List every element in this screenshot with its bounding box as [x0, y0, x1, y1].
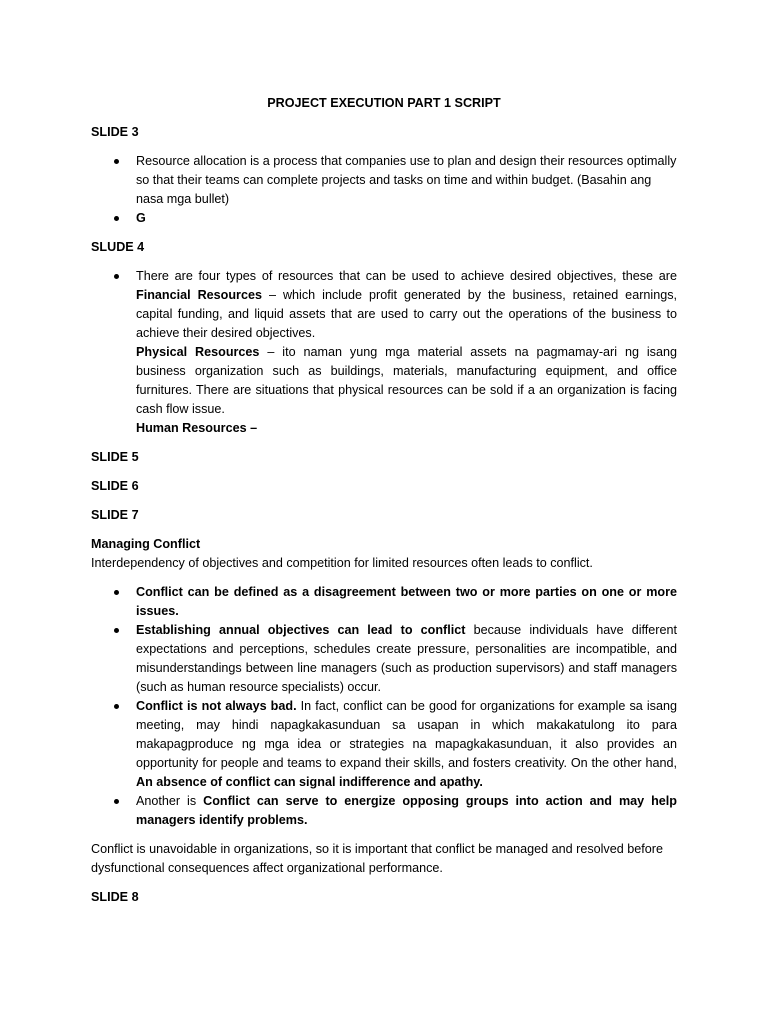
bullet-bold-text: Conflict is not always bad. — [136, 699, 297, 713]
list-item — [91, 583, 677, 621]
list-item — [91, 152, 677, 209]
slide-3-bullets — [91, 152, 677, 228]
slide-4-label: SLUDE 4 — [91, 240, 145, 254]
resources-intro: There are four types of resources that can be used to achieve desired objectives, these are — [136, 269, 677, 283]
list-item — [91, 621, 677, 697]
human-resources-term: Human Resources – — [136, 421, 258, 435]
bullet-bold-text: Establishing annual objectives can lead to conflict — [136, 623, 466, 637]
list-item — [91, 209, 677, 228]
slide-8-label: SLIDE 8 — [91, 890, 139, 904]
financial-resources-text: – which include profit generated by the business, retained earnings, capital funding, and liquid assets that are used to carry out the operations of the business to achieve their desired objectives. — [136, 288, 677, 340]
slide-6-label: SLIDE 6 — [91, 479, 139, 493]
bullet-icon — [114, 159, 119, 164]
slide-4-bullets — [91, 267, 677, 438]
bullet-icon — [114, 799, 119, 804]
bullet-text: G — [136, 211, 146, 225]
physical-resources-text: – ito naman yung mga material assets na pagmamay-ari ng isang business organization such as buildings, materials, manufacturing equipment, and office furnitures. There are situations that physical resources can be sold if a an organization is facing cash flow issue. — [136, 345, 677, 416]
bullet-bold-text: Conflict can serve to energize opposing groups into action and may help managers identify problems. — [136, 794, 677, 827]
physical-resources-line — [136, 343, 677, 419]
document-title: PROJECT EXECUTION PART 1 SCRIPT — [267, 96, 501, 110]
bullet-text: Another is — [136, 794, 204, 808]
bullet-icon — [114, 704, 119, 709]
bullet-text: because individuals have different expectations and perceptions, schedules create pressure, personalities are incompatible, and misunderstandings between line managers (such as production supervisors) and staff managers (such as human resource specialists) occur. — [136, 623, 677, 694]
section-intro: Interdependency of objectives and competition for limited resources often leads to conflict. — [91, 556, 593, 570]
bullet-icon — [114, 628, 119, 633]
section-heading: Managing Conflict — [91, 537, 201, 551]
financial-resources-term: Financial Resources — [136, 288, 262, 302]
bullet-text: In fact, conflict can be good for organizations for example sa isang meeting, may hindi napagkakasunduan sa usapan in which makakatulong ito para makapagproduce ng mga idea or strategies na mapagkakasunduan, it also provides an opportunity for people and teams to expand their skills, and fosters creativity. On the other hand, — [136, 699, 677, 770]
slide-3-label: SLIDE 3 — [91, 125, 139, 139]
list-item — [91, 697, 677, 792]
slide-5-label: SLIDE 5 — [91, 450, 139, 464]
physical-resources-term: Physical Resources — [136, 345, 260, 359]
bullet-icon — [114, 590, 119, 595]
section-conclusion: Conflict is unavoidable in organizations, so it is important that conflict be managed and resolved before dysfunctional consequences affect organizational performance. — [91, 842, 663, 875]
bullet-text: Conflict can be defined as a disagreement between two or more parties on one or more issues. — [136, 585, 677, 618]
bullet-bold-text: An absence of conflict can signal indifference and apathy. — [136, 775, 483, 789]
list-item — [91, 267, 677, 438]
slide-7-bullets — [91, 583, 677, 830]
list-item — [91, 792, 677, 830]
bullet-text: Resource allocation is a process that companies use to plan and design their resources optimally so that their teams can complete projects and tasks on time and within budget. (Basahin ang nasa mga bullet) — [136, 154, 677, 206]
slide-7-label: SLIDE 7 — [91, 508, 139, 522]
bullet-icon — [114, 274, 119, 279]
bullet-icon — [114, 216, 119, 221]
